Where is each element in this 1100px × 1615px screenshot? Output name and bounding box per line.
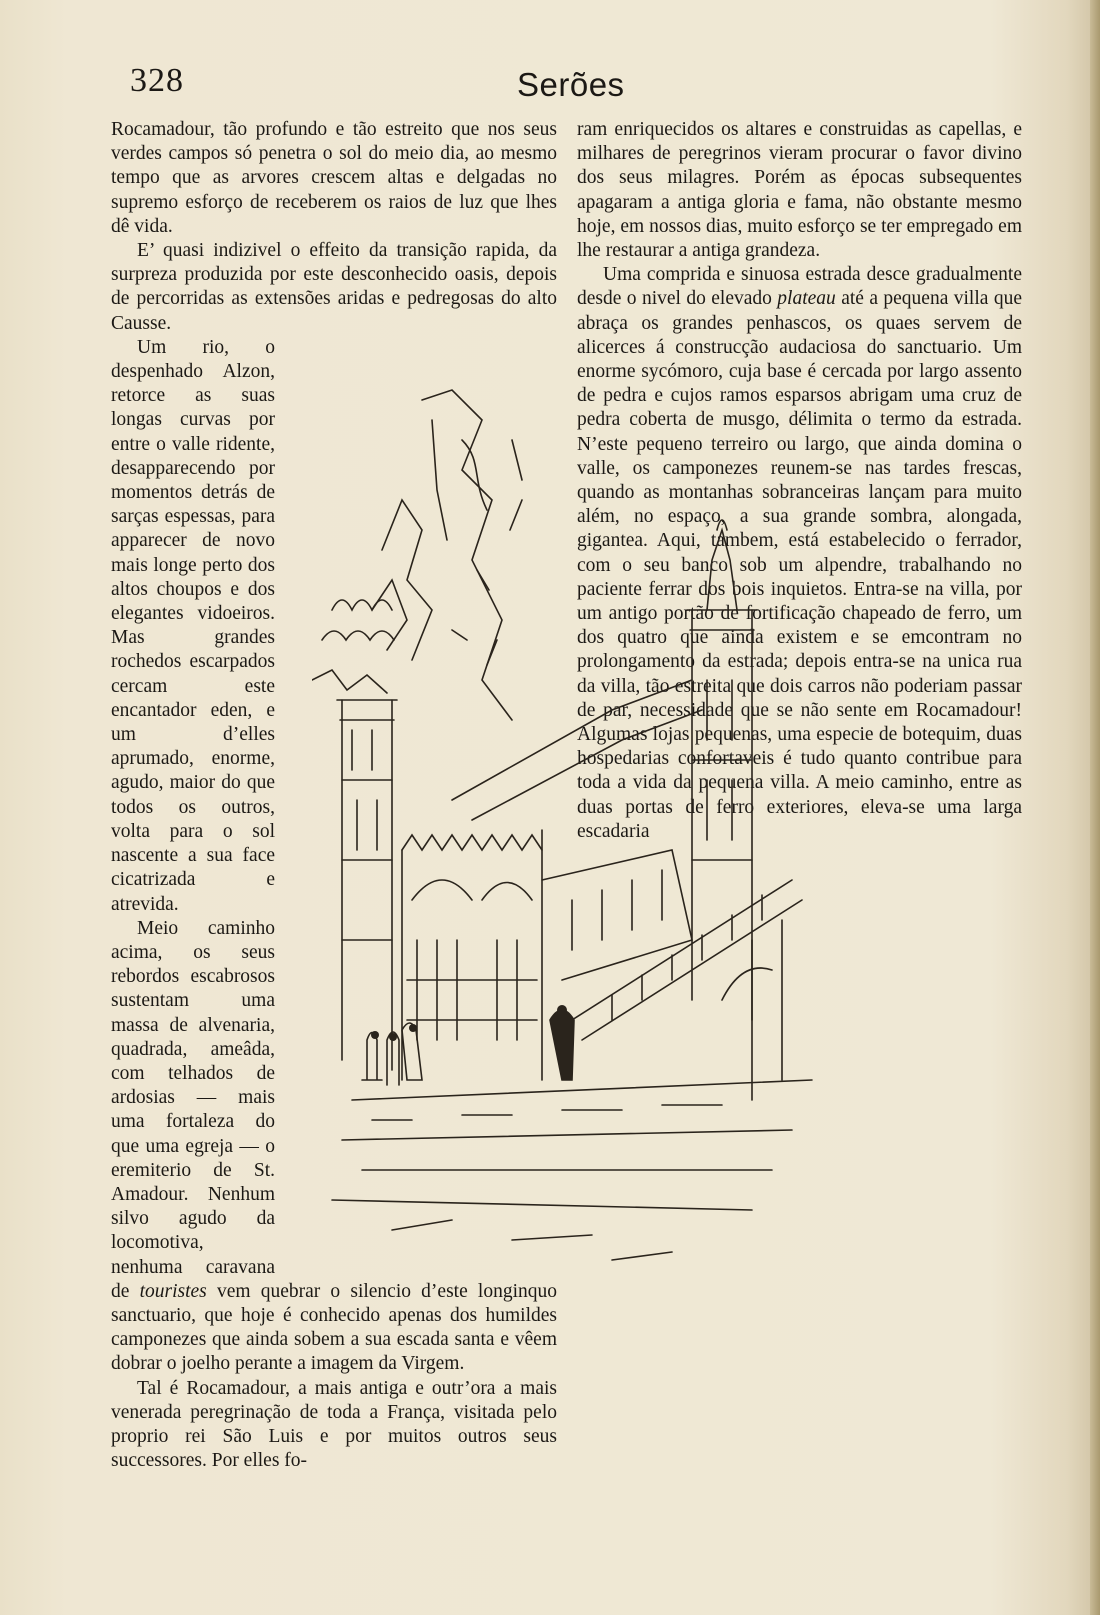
running-title: Serões	[517, 66, 625, 103]
left-paragraph-5: Tal é Rocamadour, a mais antiga e outr’ora a mais venerada peregrinação de toda a França, visitada pelo proprio rei São Luis e por muitos outros seus successores. Por elles fo-	[111, 1377, 557, 1472]
left-paragraph-4-italic: touristes	[139, 1280, 207, 1302]
left-paragraph-4-end: vem quebrar o silencio d’este longinquo sanctuario, que hoje é conhecido apenas dos humildes camponezes que ainda sobem a sua escada santa e vêem dobrar o joelho perante a imagem da Virgem.	[111, 1280, 558, 1375]
left-paragraph-2: E’ quasi indizivel o effeito da transição rapida, da surpreza produzida por este desconhecido oasis, depois de percorridas as extensões aridas e pedregosas do alto Causse.	[111, 240, 557, 334]
page-number: 328	[130, 62, 184, 99]
left-paragraph-4-start: Meio caminho acima, os seus rebordos escabrosos sustentam uma massa de alvenaria, quadrada, ameâda, com telhados de ardosias — mais uma fortaleza do que uma egreja — o eremiterio de St. Amadour. Nenhum silvo agudo da locomotiva, nenhuma caravana de	[111, 917, 275, 1302]
left-paragraph-3: Um rio, o despenhado Alzon, retorce as suas longas curvas por entre o valle ridente, desapparecendo por momentos detrás de sarças espessas, para apparecer de novo mais longe perto dos altos choupos e dos elegantes vidoeiros. Mas grandes rochedos escarpados cercam este encantador eden, e um d’elles aprumado, enorme, agudo, maior do que todos os outros, volta para o sol nascente a sua face cicatrizada e atrevida.	[111, 336, 275, 915]
engraving-illustration	[312, 380, 832, 1280]
right-paragraph-2-italic: plateau	[777, 288, 836, 310]
page-edge	[1090, 0, 1100, 1615]
right-paragraph-2-end: até a pequena villa que abraça os grandes penhascos, os quaes servem de alicerces á construcção audaciosa do sanctuario. Um enorme sycómoro, cuja base é cercada por largo assento de pedra e cujos ramos esparsos abrigam uma cruz de pedra coberta de musgo, délimita o termo da estrada. N’este pequeno terreiro ou largo, que ainda domina o valle, os camponezes reunem-se nas tardes frescas, quando as montanhas sobranceiras lançam para muito além, no espaço, a sua grande sombra, alongada, gigantea. Aqui, tambem, está estabelecido o ferrador, com o seu banco sob um alpendre, trabalhando no paciente ferrar dos bois inquietos. Entra-se na villa, por um antigo portão de fortificação chapeado de ferro, um dos quatro que ainda existem e se emcontram no prolongamento da estrada; depois entra-se na unica rua da villa, tão estreita que dois carros não poderiam passar de par, necessidade que se não sente em Rocamadour! Algumas lojas pequenas, uma especie de botequim, duas hospedarias confortaveis é tudo quanto contribue para toda a vida da pequena villa. A meio caminho, entre as duas portas de ferro exteriores, eleva-se uma larga escadaria	[577, 288, 1022, 842]
right-paragraph-2-start: Uma comprida e sinuosa estrada desce gradualmente desde o nivel do elevado	[577, 264, 1022, 310]
left-paragraph-1: Rocamadour, tão profundo e tão estreito que nos seus verdes campos só penetra o sol do meio dia, ao mesmo tempo que as arvores crescem altas e delgadas no supremo esforço de receberem os raios de luz que lhes dê vida.	[111, 119, 557, 237]
right-paragraph-1: ram enriquecidos os altares e construidas as capellas, e milhares de peregrinos vieram procurar o favor divino dos seus milagres. Porém as épocas subsequentes apagaram a antiga gloria e fama, não obstante mesmo hoje, em nossos dias, muito esforço se ter empregado em lhe restaurar a antiga grandeza.	[577, 119, 1022, 262]
